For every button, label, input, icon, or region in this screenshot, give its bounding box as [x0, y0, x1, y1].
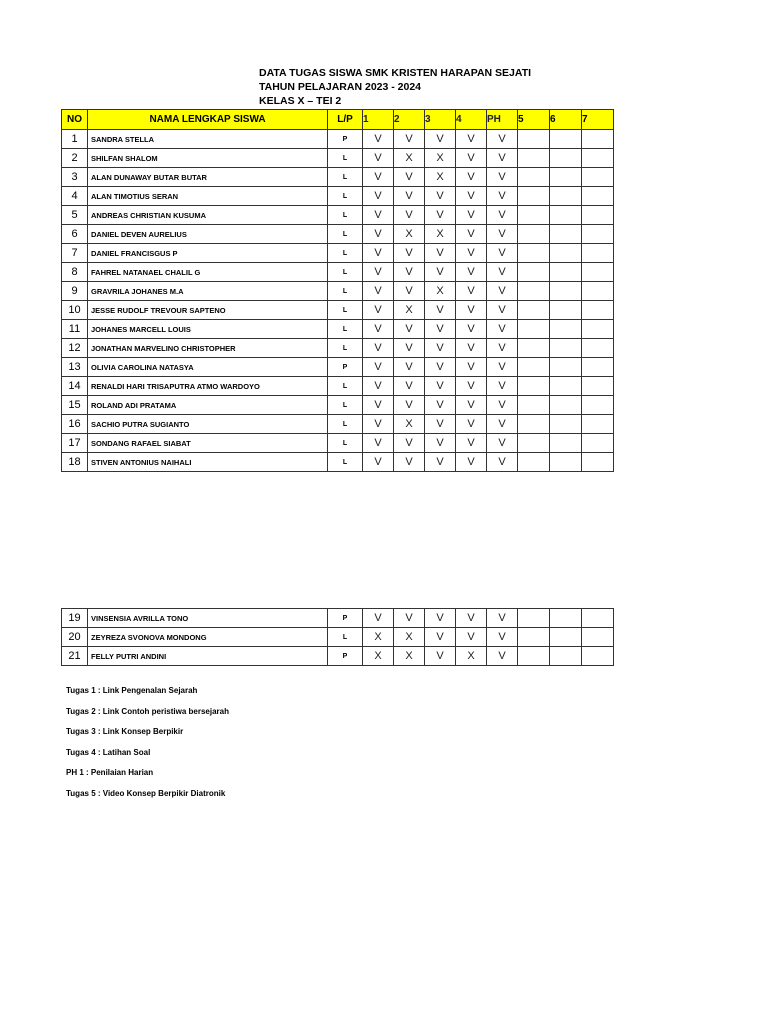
- row-number: 15: [62, 396, 88, 415]
- table-row: [62, 168, 614, 187]
- row-number: 10: [62, 301, 88, 320]
- task-mark: V: [394, 282, 425, 301]
- task-mark: V: [394, 339, 425, 358]
- task-mark: V: [487, 244, 518, 263]
- student-gender: P: [328, 647, 363, 666]
- task-mark: V: [363, 263, 394, 282]
- task-mark: V: [487, 358, 518, 377]
- table-body-bottom: [62, 609, 614, 666]
- empty-task-cell: [550, 168, 582, 187]
- legend-item: Tugas 3 : Link Konsep Berpikir: [66, 727, 184, 736]
- table-header-row: [62, 110, 614, 130]
- task-mark: V: [425, 206, 456, 225]
- task-mark: V: [487, 130, 518, 149]
- legend-item: Tugas 5 : Video Konsep Berpikir Diatronik: [66, 788, 226, 798]
- row-number: 4: [62, 187, 88, 206]
- header-no: NO: [62, 110, 88, 130]
- task-mark: V: [456, 168, 487, 187]
- row-number: 12: [62, 339, 88, 358]
- empty-task-cell: [582, 130, 614, 149]
- task-mark: V: [425, 396, 456, 415]
- task-mark: V: [487, 453, 518, 472]
- task-mark: V: [456, 149, 487, 168]
- task-mark: V: [363, 453, 394, 472]
- table-row: [62, 320, 614, 339]
- task-mark: V: [456, 301, 487, 320]
- task-mark: V: [456, 453, 487, 472]
- empty-task-cell: [582, 206, 614, 225]
- student-name: OLIVIA CAROLINA NATASYA: [88, 358, 328, 377]
- student-name: STIVEN ANTONIUS NAIHALI: [88, 453, 328, 472]
- task-mark: X: [456, 647, 487, 666]
- row-number: 20: [62, 628, 88, 647]
- row-number: 19: [62, 609, 88, 628]
- header-task-2: 2: [394, 110, 425, 130]
- task-mark: V: [456, 377, 487, 396]
- empty-task-cell: [518, 609, 550, 628]
- task-mark: V: [425, 453, 456, 472]
- task-mark: V: [487, 282, 518, 301]
- student-gender: L: [328, 396, 363, 415]
- student-gender: P: [328, 609, 363, 628]
- task-mark: V: [363, 609, 394, 628]
- table-row: [62, 339, 614, 358]
- table-row: [62, 628, 614, 647]
- student-name: SANDRA STELLA: [88, 130, 328, 149]
- empty-task-cell: [550, 206, 582, 225]
- row-number: 3: [62, 168, 88, 187]
- task-mark: V: [456, 263, 487, 282]
- task-mark: V: [425, 628, 456, 647]
- empty-task-cell: [550, 149, 582, 168]
- row-number: 9: [62, 282, 88, 301]
- empty-task-cell: [550, 130, 582, 149]
- student-gender: L: [328, 415, 363, 434]
- student-name: RENALDI HARI TRISAPUTRA ATMO WARDOYO: [88, 377, 328, 396]
- empty-task-cell: [550, 628, 582, 647]
- task-mark: V: [487, 415, 518, 434]
- empty-task-cell: [518, 647, 550, 666]
- student-task-table: [61, 109, 614, 472]
- task-mark: V: [456, 320, 487, 339]
- task-mark: V: [425, 320, 456, 339]
- empty-task-cell: [582, 282, 614, 301]
- task-mark: V: [425, 339, 456, 358]
- row-number: 7: [62, 244, 88, 263]
- table-row: [62, 609, 614, 628]
- task-mark: V: [394, 609, 425, 628]
- task-mark: V: [363, 358, 394, 377]
- task-mark: V: [487, 301, 518, 320]
- table-row: [62, 149, 614, 168]
- table-row: [62, 282, 614, 301]
- task-mark: V: [363, 282, 394, 301]
- school-year: TAHUN PELAJARAN 2023 - 2024: [259, 81, 422, 93]
- student-name: GRAVRILA JOHANES M.A: [88, 282, 328, 301]
- header-task-6: 6: [550, 110, 582, 130]
- task-mark: V: [394, 358, 425, 377]
- row-number: 6: [62, 225, 88, 244]
- task-mark: V: [456, 396, 487, 415]
- student-name: ALAN TIMOTIUS SERAN: [88, 187, 328, 206]
- task-mark: X: [394, 647, 425, 666]
- task-mark: V: [456, 244, 487, 263]
- student-name: ALAN DUNAWAY BUTAR BUTAR: [88, 168, 328, 187]
- task-mark: V: [363, 206, 394, 225]
- task-mark: V: [456, 628, 487, 647]
- empty-task-cell: [582, 301, 614, 320]
- task-mark: V: [363, 244, 394, 263]
- task-mark: V: [425, 301, 456, 320]
- student-name: SHILFAN SHALOM: [88, 149, 328, 168]
- empty-task-cell: [582, 453, 614, 472]
- task-mark: V: [363, 415, 394, 434]
- empty-task-cell: [582, 168, 614, 187]
- student-gender: L: [328, 628, 363, 647]
- task-mark: V: [425, 647, 456, 666]
- table-row: [62, 225, 614, 244]
- empty-task-cell: [550, 187, 582, 206]
- empty-task-cell: [582, 396, 614, 415]
- task-mark: V: [456, 358, 487, 377]
- task-mark: V: [487, 396, 518, 415]
- task-mark: X: [394, 628, 425, 647]
- empty-task-cell: [550, 609, 582, 628]
- empty-task-cell: [550, 339, 582, 358]
- header-gender: L/P: [328, 110, 363, 130]
- student-name: VINSENSIA AVRILLA TONO: [88, 609, 328, 628]
- row-number: 16: [62, 415, 88, 434]
- header-task-1: 1: [363, 110, 394, 130]
- task-mark: V: [456, 225, 487, 244]
- task-mark: V: [425, 434, 456, 453]
- legend-item: Tugas 1 : Link Pengenalan Sejarah: [66, 686, 198, 695]
- student-gender: L: [328, 434, 363, 453]
- document-title: DATA TUGAS SISWA SMK KRISTEN HARAPAN SEJATI: [259, 67, 532, 79]
- task-mark: V: [456, 130, 487, 149]
- student-name: ROLAND ADI PRATAMA: [88, 396, 328, 415]
- task-mark: V: [394, 377, 425, 396]
- table-row: [62, 206, 614, 225]
- student-gender: P: [328, 130, 363, 149]
- empty-task-cell: [518, 377, 550, 396]
- empty-task-cell: [550, 263, 582, 282]
- task-mark: V: [487, 320, 518, 339]
- empty-task-cell: [582, 244, 614, 263]
- header-task-4: 4: [456, 110, 487, 130]
- empty-task-cell: [518, 434, 550, 453]
- task-mark: V: [363, 149, 394, 168]
- header-name: NAMA LENGKAP SISWA: [88, 110, 328, 130]
- task-mark: V: [456, 282, 487, 301]
- student-name: JESSE RUDOLF TREVOUR SAPTENO: [88, 301, 328, 320]
- empty-task-cell: [518, 628, 550, 647]
- empty-task-cell: [582, 263, 614, 282]
- table-row: [62, 647, 614, 666]
- header-ph: PH: [487, 110, 518, 130]
- table-row: [62, 130, 614, 149]
- empty-task-cell: [550, 244, 582, 263]
- task-mark: V: [394, 263, 425, 282]
- empty-task-cell: [518, 339, 550, 358]
- legend-item: PH 1 : Penilaian Harian: [66, 768, 154, 777]
- empty-task-cell: [550, 434, 582, 453]
- task-mark: X: [425, 149, 456, 168]
- empty-task-cell: [518, 358, 550, 377]
- student-name: SACHIO PUTRA SUGIANTO: [88, 415, 328, 434]
- task-mark: X: [425, 225, 456, 244]
- empty-task-cell: [582, 339, 614, 358]
- table-row: [62, 244, 614, 263]
- student-name: DANIEL FRANCISGUS P: [88, 244, 328, 263]
- task-mark: V: [425, 377, 456, 396]
- empty-task-cell: [550, 358, 582, 377]
- row-number: 11: [62, 320, 88, 339]
- task-mark: V: [394, 206, 425, 225]
- task-mark: V: [456, 206, 487, 225]
- task-mark: V: [456, 339, 487, 358]
- task-mark: V: [487, 339, 518, 358]
- task-mark: V: [487, 377, 518, 396]
- student-gender: L: [328, 453, 363, 472]
- empty-task-cell: [582, 377, 614, 396]
- student-gender: L: [328, 168, 363, 187]
- student-gender: L: [328, 149, 363, 168]
- header-task-7: 7: [582, 110, 614, 130]
- empty-task-cell: [550, 377, 582, 396]
- row-number: 21: [62, 647, 88, 666]
- task-mark: V: [456, 187, 487, 206]
- task-mark: V: [394, 168, 425, 187]
- student-name: JOHANES MARCELL LOUIS: [88, 320, 328, 339]
- task-mark: V: [425, 130, 456, 149]
- student-gender: P: [328, 358, 363, 377]
- task-mark: V: [363, 225, 394, 244]
- task-mark: V: [363, 434, 394, 453]
- task-mark: X: [394, 301, 425, 320]
- empty-task-cell: [582, 415, 614, 434]
- student-gender: L: [328, 339, 363, 358]
- empty-task-cell: [550, 396, 582, 415]
- task-mark: X: [425, 282, 456, 301]
- task-mark: V: [456, 609, 487, 628]
- empty-task-cell: [518, 187, 550, 206]
- task-mark: V: [425, 358, 456, 377]
- empty-task-cell: [582, 187, 614, 206]
- task-mark: V: [487, 149, 518, 168]
- task-mark: V: [363, 396, 394, 415]
- document-title-block: [259, 66, 531, 108]
- task-mark: V: [394, 130, 425, 149]
- empty-task-cell: [582, 647, 614, 666]
- student-gender: L: [328, 301, 363, 320]
- empty-task-cell: [518, 225, 550, 244]
- legend-item: Tugas 2 : Link Contoh peristiwa bersejarah: [66, 706, 229, 716]
- student-name: JONATHAN MARVELINO CHRISTOPHER: [88, 339, 328, 358]
- table-row: [62, 301, 614, 320]
- empty-task-cell: [518, 263, 550, 282]
- empty-task-cell: [550, 453, 582, 472]
- task-mark: V: [487, 206, 518, 225]
- task-mark: V: [487, 187, 518, 206]
- student-gender: L: [328, 320, 363, 339]
- task-mark: X: [394, 415, 425, 434]
- empty-task-cell: [582, 225, 614, 244]
- row-number: 14: [62, 377, 88, 396]
- empty-task-cell: [518, 415, 550, 434]
- student-name: FAHREL NATANAEL CHALIL G: [88, 263, 328, 282]
- empty-task-cell: [518, 130, 550, 149]
- task-mark: V: [394, 320, 425, 339]
- task-mark: X: [363, 647, 394, 666]
- task-mark: V: [394, 396, 425, 415]
- row-number: 18: [62, 453, 88, 472]
- student-gender: L: [328, 206, 363, 225]
- legend-item: Tugas 4 : Latihan Soal: [66, 747, 151, 757]
- task-mark: V: [394, 187, 425, 206]
- task-mark: V: [363, 168, 394, 187]
- student-name: DANIEL DEVEN AURELIUS: [88, 225, 328, 244]
- table-row: [62, 263, 614, 282]
- task-mark: V: [487, 434, 518, 453]
- empty-task-cell: [518, 453, 550, 472]
- task-mark: V: [425, 415, 456, 434]
- empty-task-cell: [582, 149, 614, 168]
- student-gender: L: [328, 282, 363, 301]
- task-mark: V: [394, 244, 425, 263]
- task-legend: [66, 686, 229, 809]
- empty-task-cell: [518, 301, 550, 320]
- task-mark: V: [363, 130, 394, 149]
- row-number: 1: [62, 130, 88, 149]
- task-mark: V: [487, 609, 518, 628]
- row-number: 13: [62, 358, 88, 377]
- table-row: [62, 453, 614, 472]
- task-mark: X: [394, 225, 425, 244]
- task-mark: V: [487, 628, 518, 647]
- task-mark: V: [487, 647, 518, 666]
- table-row: [62, 415, 614, 434]
- table-row: [62, 187, 614, 206]
- empty-task-cell: [518, 149, 550, 168]
- header-task-3: 3: [425, 110, 456, 130]
- empty-task-cell: [550, 415, 582, 434]
- student-name: FELLY PUTRI ANDINI: [88, 647, 328, 666]
- task-mark: X: [425, 168, 456, 187]
- empty-task-cell: [550, 647, 582, 666]
- class-label: KELAS X – TEI 2: [259, 95, 342, 107]
- row-number: 2: [62, 149, 88, 168]
- empty-task-cell: [518, 168, 550, 187]
- empty-task-cell: [518, 320, 550, 339]
- row-number: 5: [62, 206, 88, 225]
- table-row: [62, 396, 614, 415]
- task-mark: V: [363, 320, 394, 339]
- task-mark: X: [394, 149, 425, 168]
- table-row: [62, 358, 614, 377]
- task-mark: V: [394, 434, 425, 453]
- empty-task-cell: [550, 301, 582, 320]
- empty-task-cell: [518, 206, 550, 225]
- table-row: [62, 434, 614, 453]
- row-number: 8: [62, 263, 88, 282]
- empty-task-cell: [582, 434, 614, 453]
- task-mark: V: [487, 225, 518, 244]
- header-task-5: 5: [518, 110, 550, 130]
- empty-task-cell: [582, 320, 614, 339]
- task-mark: V: [363, 187, 394, 206]
- student-gender: L: [328, 263, 363, 282]
- student-name: SONDANG RAFAEL SIABAT: [88, 434, 328, 453]
- student-name: ZEYREZA SVONOVA MONDONG: [88, 628, 328, 647]
- student-name: ANDREAS CHRISTIAN KUSUMA: [88, 206, 328, 225]
- task-mark: V: [425, 263, 456, 282]
- task-mark: V: [487, 168, 518, 187]
- student-gender: L: [328, 225, 363, 244]
- empty-task-cell: [582, 358, 614, 377]
- task-mark: X: [363, 628, 394, 647]
- task-mark: V: [425, 187, 456, 206]
- empty-task-cell: [582, 609, 614, 628]
- task-mark: V: [363, 301, 394, 320]
- student-task-table-continued: [61, 608, 614, 666]
- empty-task-cell: [550, 320, 582, 339]
- task-mark: V: [363, 339, 394, 358]
- student-gender: L: [328, 187, 363, 206]
- empty-task-cell: [550, 225, 582, 244]
- task-mark: V: [456, 415, 487, 434]
- task-mark: V: [487, 263, 518, 282]
- task-mark: V: [456, 434, 487, 453]
- row-number: 17: [62, 434, 88, 453]
- empty-task-cell: [518, 282, 550, 301]
- table-row: [62, 377, 614, 396]
- empty-task-cell: [518, 396, 550, 415]
- task-mark: V: [425, 244, 456, 263]
- empty-task-cell: [582, 628, 614, 647]
- task-mark: V: [394, 453, 425, 472]
- table-body-top: [62, 130, 614, 472]
- task-mark: V: [425, 609, 456, 628]
- empty-task-cell: [550, 282, 582, 301]
- student-gender: L: [328, 377, 363, 396]
- empty-task-cell: [518, 244, 550, 263]
- student-gender: L: [328, 244, 363, 263]
- task-mark: V: [363, 377, 394, 396]
